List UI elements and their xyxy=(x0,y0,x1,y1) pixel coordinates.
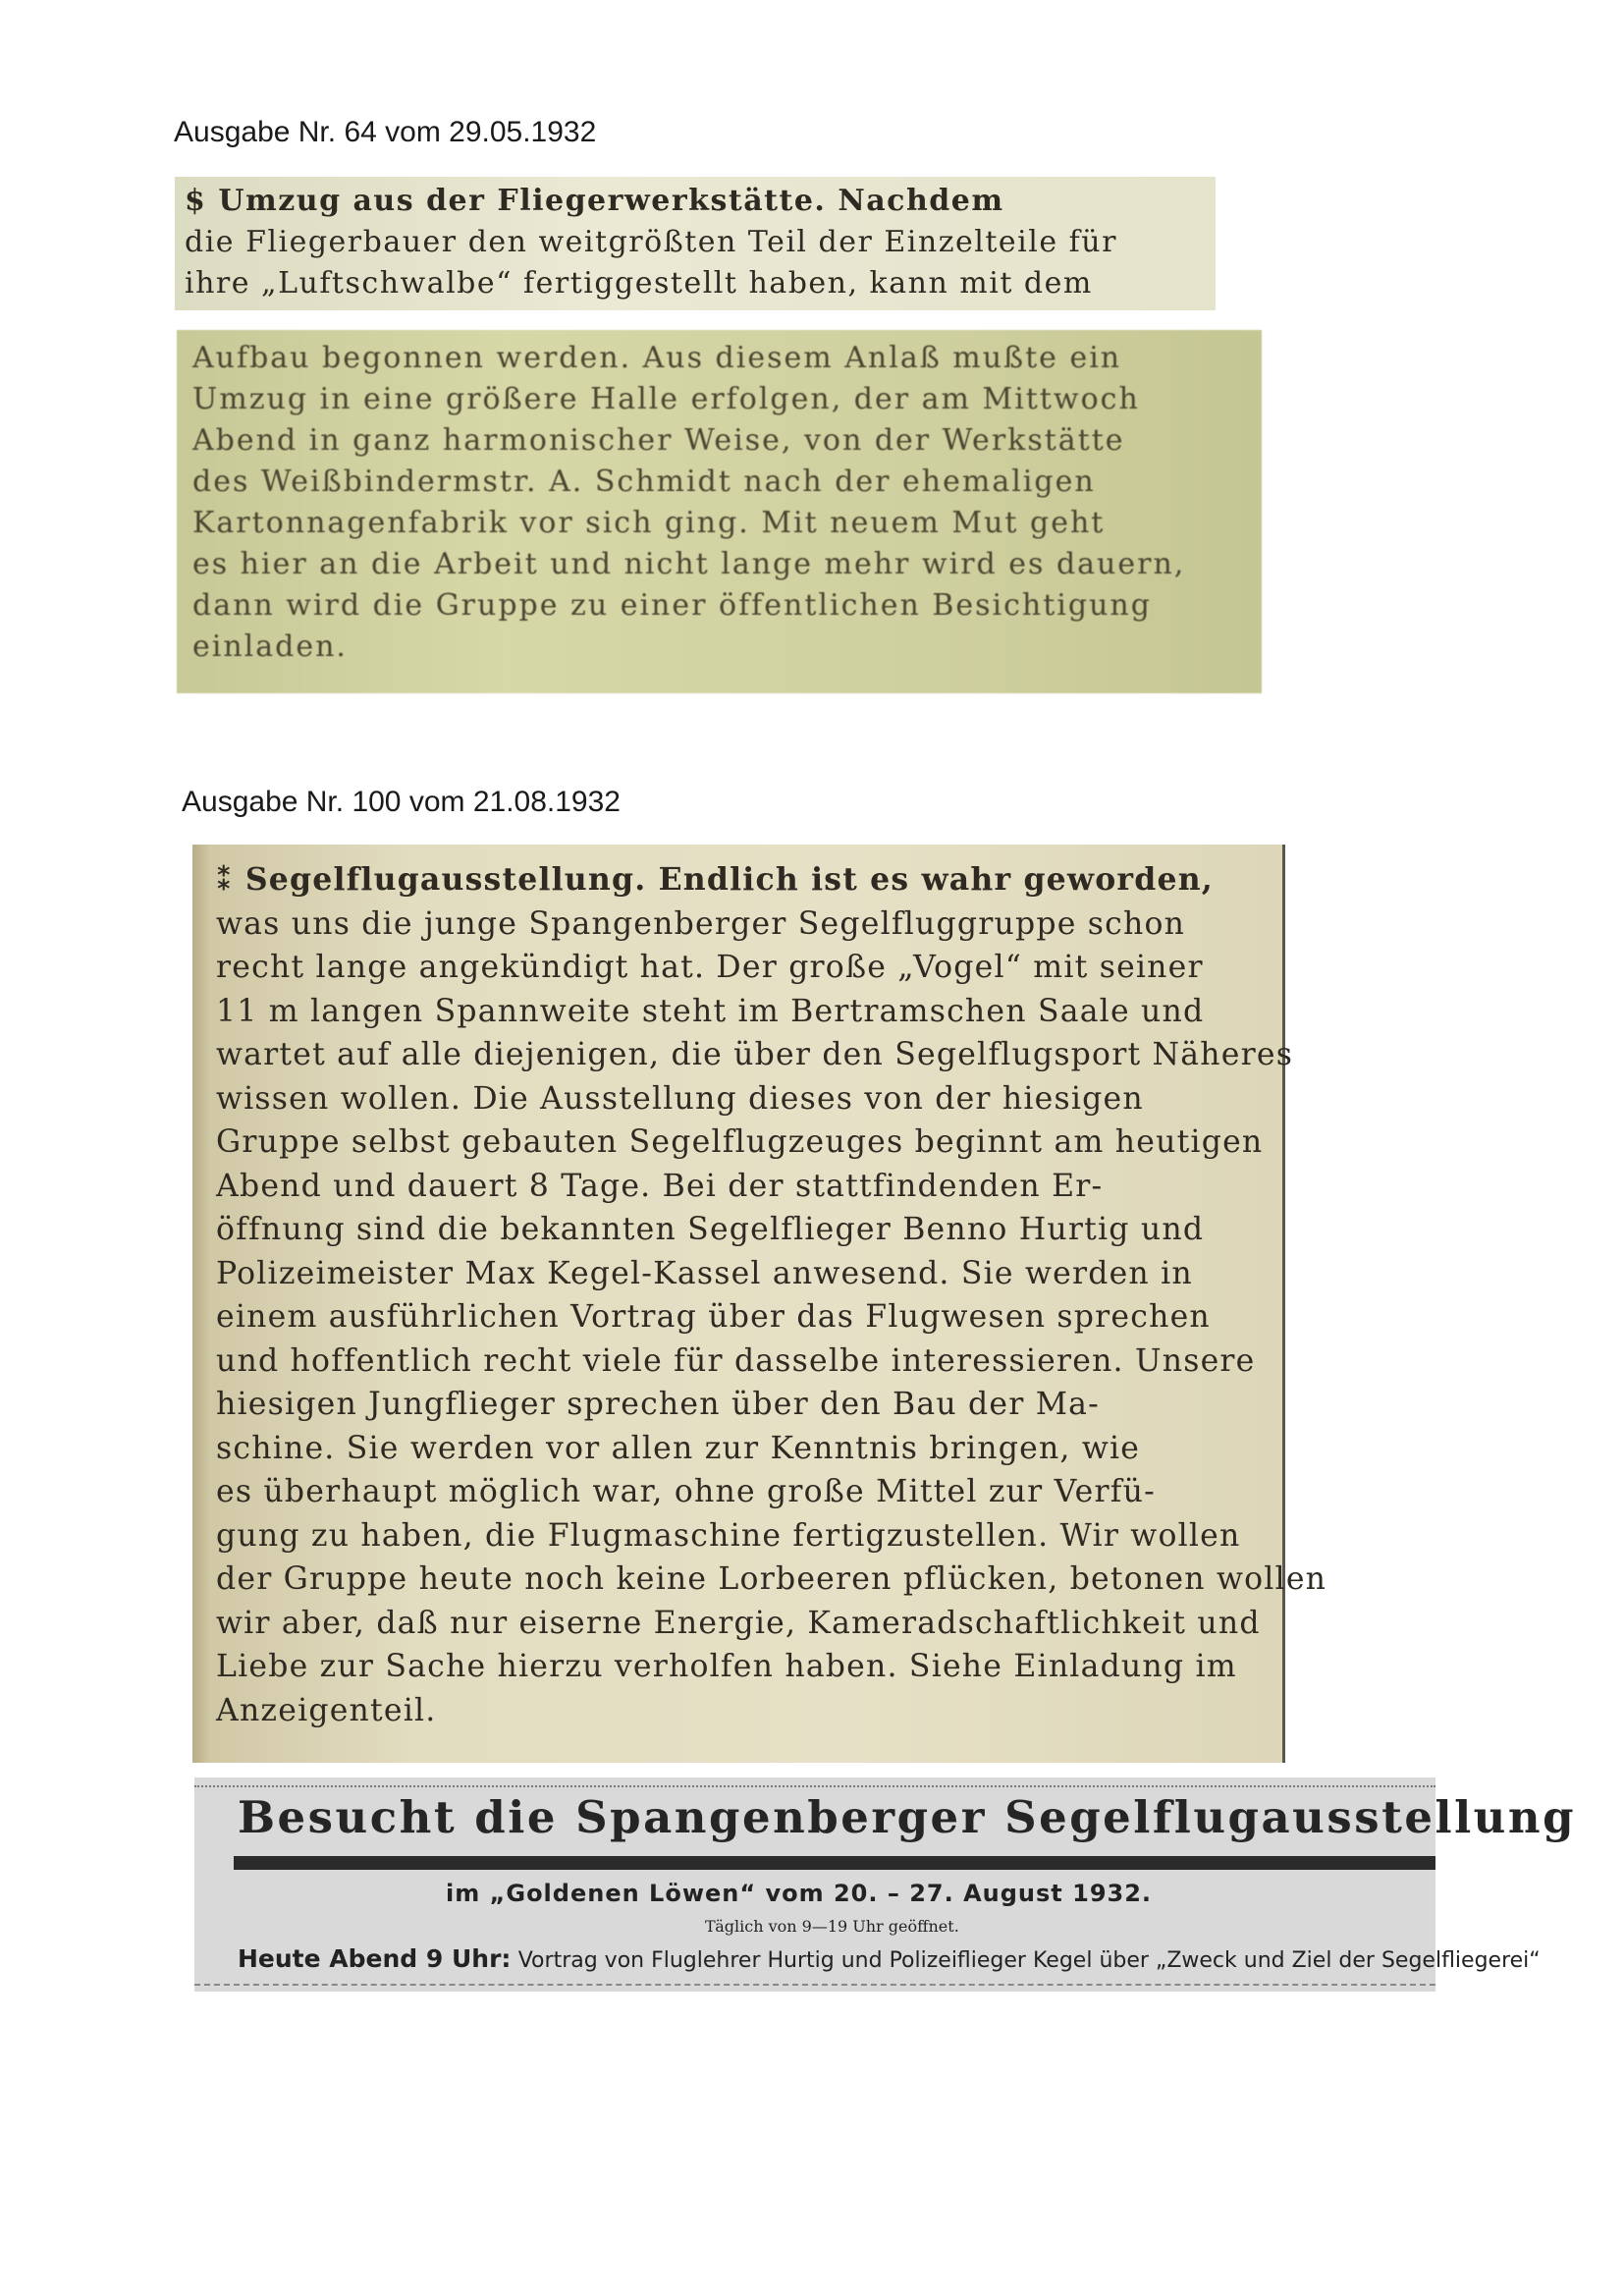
newspaper-clipping-2 xyxy=(192,845,1327,1763)
clipping-line: Anzeigenteil. xyxy=(216,1692,437,1728)
clipping-line: Liebe zur Sache hierzu verholfen haben. Siehe Einladung im xyxy=(216,1649,1237,1684)
clipping-line: die Fliegerbauer den weitgrößten Teil der Einzelteile für xyxy=(185,225,1117,259)
clipping-line: gung zu haben, die Flugmaschine fertigzustellen. Wir wollen xyxy=(216,1517,1241,1554)
clipping-line: dann wird die Gruppe zu einer öffentlichen Besichtigung xyxy=(192,588,1152,623)
divider xyxy=(194,1785,1435,1787)
clipping-line: wartet auf alle diejenigen, die über den Segelflugsport Näheres xyxy=(216,1037,1294,1072)
caption-issue-100: Ausgabe Nr. 100 vom 21.08.1932 xyxy=(182,786,621,818)
newspaper-clipping-1-top xyxy=(175,177,1216,310)
clipping-line: schine. Sie werden vor allen zur Kenntnis bringen, wie xyxy=(216,1430,1141,1466)
advert-rule-bar xyxy=(234,1856,1435,1870)
clipping-line: wir aber, daß nur eiserne Energie, Kameradschaftlichkeit und xyxy=(216,1605,1261,1641)
clipping-line: was uns die junge Spangenberger Segelfluggruppe schon xyxy=(216,905,1186,942)
torn-edge-shadow xyxy=(192,845,210,1763)
newspaper-clipping-1-bottom xyxy=(177,330,1262,693)
clipping-line: öffnung sind die bekannten Segelflieger Benno Hurtig und xyxy=(216,1212,1205,1247)
clipping-line: ⁑ Segelflugausstellung. Endlich ist es wahr geworden, xyxy=(216,861,1214,898)
clipping-line: Gruppe selbst gebauten Segelflugzeuges beginnt am heutigen xyxy=(216,1124,1264,1160)
clipping-line: es überhaupt möglich war, ohne große Mittel zur Verfü- xyxy=(216,1474,1156,1509)
clipping-line: Abend und dauert 8 Tage. Bei der stattfindenden Er- xyxy=(216,1168,1104,1204)
clipping-line: es hier an die Arbeit und nicht lange mehr wird es dauern, xyxy=(192,547,1186,581)
advert-event-text: Vortrag von Fluglehrer Hurtig und Polizeiflieger Kegel über „Zweck und Ziel der Segelfliegerei“ xyxy=(517,1948,1541,1973)
clipping-line: hiesigen Jungflieger sprechen über den Bau der Ma- xyxy=(216,1387,1100,1422)
advert-subline: im „Goldenen Löwen“ vom 20. – 27. August 1932. xyxy=(446,1880,1153,1907)
clipping-line: Aufbau begonnen werden. Aus diesem Anlaß mußte ein xyxy=(192,341,1122,375)
clipping-line: des Weißbindermstr. A. Schmidt nach der ehemaligen xyxy=(192,465,1096,499)
clipping-line: $ Umzug aus der Fliegerwerkstätte. Nachdem xyxy=(185,184,1004,218)
clipping-line: Abend in ganz harmonischer Weise, von der Werkstätte xyxy=(192,423,1125,458)
clipping-line: einem ausführlichen Vortrag über das Flugwesen sprechen xyxy=(216,1299,1211,1335)
clipping-line: Polizeimeister Max Kegel-Kassel anwesend. Sie werden in xyxy=(216,1255,1193,1291)
divider xyxy=(194,1984,1435,1986)
advert-event-line xyxy=(238,1944,1541,1973)
clipping-line: Umzug in eine größere Halle erfolgen, der am Mittwoch xyxy=(192,382,1140,416)
caption-issue-64: Ausgabe Nr. 64 vom 29.05.1932 xyxy=(174,116,597,148)
clipping-line: und hoffentlich recht viele für dasselbe interessieren. Unsere xyxy=(216,1342,1256,1379)
advertisement-clipping xyxy=(194,1777,1577,1992)
advert-event-label: Heute Abend 9 Uhr: xyxy=(238,1944,512,1973)
advert-headline: Besucht die Spangenberger Segelflugausstellung xyxy=(238,1791,1577,1843)
clipping-line: wissen wollen. Die Ausstellung dieses von der hiesigen xyxy=(216,1080,1144,1117)
advert-opening-hours: Täglich von 9—19 Uhr geöffnet. xyxy=(705,1917,959,1936)
clipping-line: recht lange angekündigt hat. Der große „Vogel“ mit seiner xyxy=(216,950,1204,985)
clipping-line: ihre „Luftschwalbe“ fertiggestellt haben, kann mit dem xyxy=(185,266,1093,301)
clipping-line: Kartonnagenfabrik vor sich ging. Mit neuem Mut geht xyxy=(192,506,1106,540)
clipping-line: einladen. xyxy=(192,629,348,664)
clipping-line: der Gruppe heute noch keine Lorbeeren pflücken, betonen wollen xyxy=(216,1561,1327,1597)
clipping-line: 11 m langen Spannweite steht im Bertramschen Saale und xyxy=(216,993,1205,1029)
